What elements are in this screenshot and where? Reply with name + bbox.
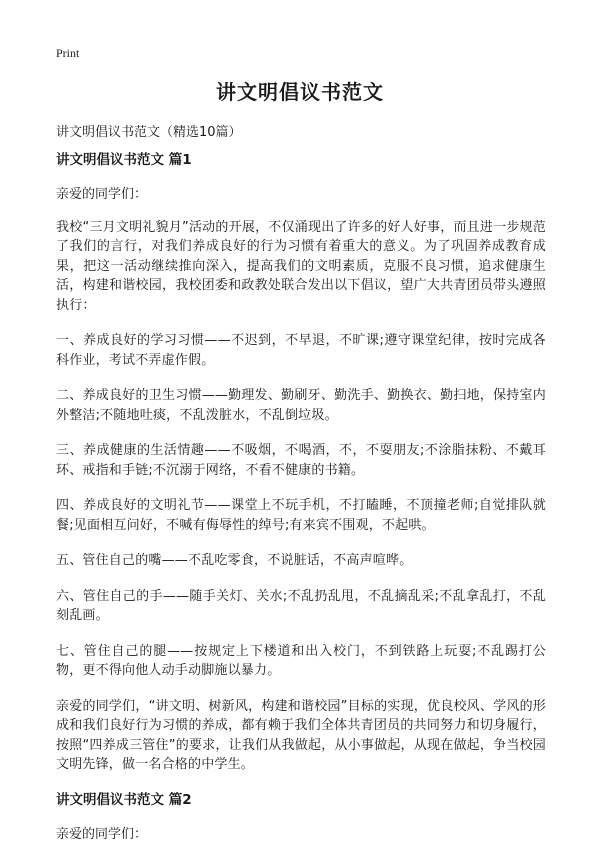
intro-paragraph: 我校“三月文明礼貌月”活动的开展，不仅涌现出了许多的好人好事，而且进一步规范了我们的言行，对我们养成良好的行为习惯有着重大的意义。为了巩固养成教育成果，把这一活动继续推向深入，提高我们的文明素质，克服不良习惯，追求健康生活，构建和谐校园，我校团委和政教处联合发出以下倡议，望广大共青团员带头遵照执行： <box>56 219 546 313</box>
list-item: 三、养成健康的生活情趣——不吸烟，不喝酒，不，不耍朋友;不涂脂抹粉、不戴耳环、戒指和手链;不沉溺于网络，不看不健康的书籍。 <box>56 443 546 478</box>
closing-paragraph: 亲爱的同学们，“讲文明、树新风，构建和谐校园”目标的实现，优良校风、学风的形成和我们良好行为习惯的养成，都有赖于我们全体共青团员的共同努力和切身履行，按照“四养成三管住”的要求，让我们从我做起，从小事做起，从现在做起，争当校园文明先锋，做一名合格的中学生。 <box>56 698 546 772</box>
list-item: 一、养成良好的学习习惯——不迟到，不早退，不旷课;遵守课堂纪律，按时完成各科作业，考试不弄虚作假。 <box>56 333 546 368</box>
section-heading-1: 讲文明倡议书范文 篇1 <box>56 152 192 168</box>
list-item: 四、养成良好的文明礼节——课堂上不玩手机，不打瞌睡，不顶撞老师;自觉排队就餐;见面相互问好，不喊有侮辱性的绰号;有来宾不围观，不起哄。 <box>56 498 546 533</box>
print-link[interactable]: Print <box>56 46 80 60</box>
greeting: 亲爱的同学们： <box>56 826 148 842</box>
list-item: 六、管住自己的手——随手关灯、关水;不乱扔乱甩，不乱摘乱采;不乱拿乱打，不乱刻乱画。 <box>56 588 546 623</box>
document-body <box>56 151 546 857</box>
section-heading-2: 讲文明倡议书范文 篇2 <box>56 791 192 808</box>
list-item: 七、管住自己的腿——按规定上下楼道和出入校门，不到铁路上玩耍;不乱踢打公物，更不得向他人动手动脚施以暴力。 <box>56 643 546 678</box>
greeting: 亲爱的同学们： <box>56 187 148 202</box>
list-item: 五、管住自己的嘴——不乱吃零食，不说脏话，不高声喧哗。 <box>56 553 413 568</box>
page-title: 讲文明倡议书范文 <box>216 80 384 104</box>
document-subtitle: 讲文明倡议书范文（精选10篇） <box>56 125 242 140</box>
list-item: 二、养成良好的卫生习惯——勤理发、勤刷牙、勤洗手、勤换衣、勤扫地，保持室内外整洁;不随地吐痰，不乱泼脏水，不乱倒垃圾。 <box>56 388 546 423</box>
